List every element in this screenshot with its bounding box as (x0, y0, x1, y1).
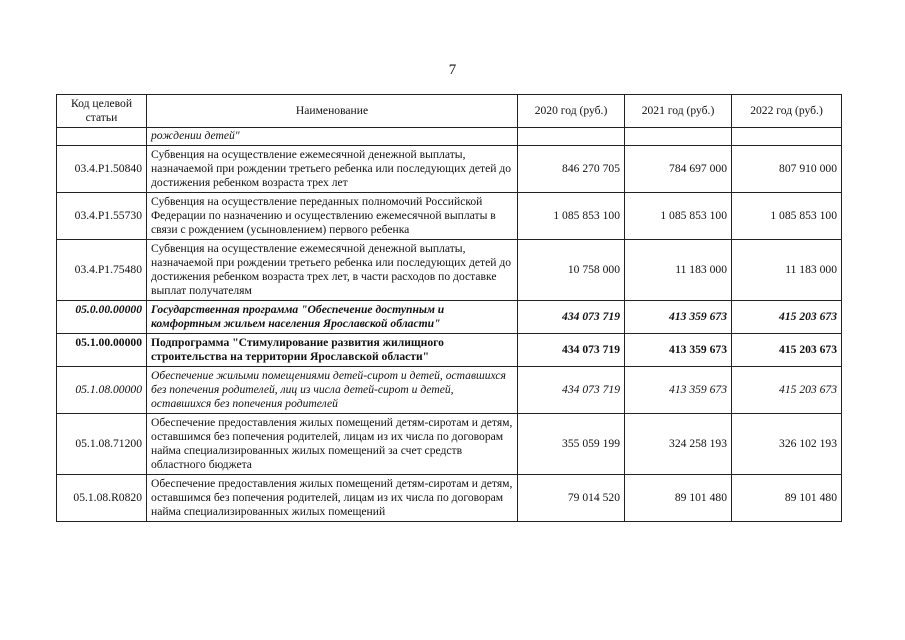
row-value-2020: 434 073 719 (518, 334, 625, 367)
table-row (57, 301, 842, 334)
table-row (57, 193, 842, 240)
row-code: 05.1.00.00000 (57, 334, 147, 367)
row-value-2021: 89 101 480 (625, 475, 732, 522)
row-name: Государственная программа "Обеспечение доступным и комфортным жильем населения Ярославской области" (147, 301, 518, 334)
table-row (57, 475, 842, 522)
row-value-2022: 1 085 853 100 (732, 193, 842, 240)
page-number: 7 (448, 62, 457, 78)
row-value-2021 (625, 128, 732, 146)
budget-table (56, 94, 842, 522)
row-value-2022: 807 910 000 (732, 146, 842, 193)
row-value-2022: 326 102 193 (732, 414, 842, 475)
table-row (57, 334, 842, 367)
header-2020: 2020 год (руб.) (518, 95, 625, 128)
table-row (57, 128, 842, 146)
row-value-2021: 413 359 673 (625, 367, 732, 414)
row-code: 03.4.P1.50840 (57, 146, 147, 193)
row-value-2022: 415 203 673 (732, 367, 842, 414)
row-code: 03.4.P1.55730 (57, 193, 147, 240)
header-code: Код целевой статьи (57, 95, 147, 128)
row-value-2020: 434 073 719 (518, 301, 625, 334)
row-name: Субвенция на осуществление переданных полномочий Российской Федерации по назначению и осуществлению ежемесячной выплаты в связи с рождением (усыновлением) первого ребенка (147, 193, 518, 240)
row-value-2020 (518, 128, 625, 146)
table-row (57, 414, 842, 475)
row-value-2022: 415 203 673 (732, 334, 842, 367)
row-value-2022 (732, 128, 842, 146)
row-value-2020: 846 270 705 (518, 146, 625, 193)
table-row (57, 240, 842, 301)
row-name: Обеспечение предоставления жилых помещений детям-сиротам и детям, оставшимся без попечения родителей, лицам из их числа по договорам найма специализированных жилых помещений за счет средств областного бюджета (147, 414, 518, 475)
row-value-2020: 79 014 520 (518, 475, 625, 522)
row-value-2020: 1 085 853 100 (518, 193, 625, 240)
header-2022: 2022 год (руб.) (732, 95, 842, 128)
header-name: Наименование (147, 95, 518, 128)
row-value-2021: 413 359 673 (625, 334, 732, 367)
row-code: 05.1.08.00000 (57, 367, 147, 414)
row-code (57, 128, 147, 146)
row-value-2021: 1 085 853 100 (625, 193, 732, 240)
row-code: 05.0.00.00000 (57, 301, 147, 334)
row-value-2022: 89 101 480 (732, 475, 842, 522)
row-code: 05.1.08.71200 (57, 414, 147, 475)
table-row (57, 146, 842, 193)
row-value-2021: 784 697 000 (625, 146, 732, 193)
row-name: Обеспечение жилыми помещениями детей-сирот и детей, оставшихся без попечения родителей, лиц из числа детей-сирот и детей, оставшихся без попечения родителей (147, 367, 518, 414)
row-value-2020: 355 059 199 (518, 414, 625, 475)
row-value-2021: 413 359 673 (625, 301, 732, 334)
row-name: Подпрограмма "Стимулирование развития жилищного строительства на территории Ярославской области" (147, 334, 518, 367)
row-value-2020: 10 758 000 (518, 240, 625, 301)
table-row (57, 367, 842, 414)
row-name: рождении детей" (147, 128, 518, 146)
row-code: 03.4.P1.75480 (57, 240, 147, 301)
row-code: 05.1.08.R0820 (57, 475, 147, 522)
row-value-2021: 11 183 000 (625, 240, 732, 301)
row-value-2020: 434 073 719 (518, 367, 625, 414)
header-2021: 2021 год (руб.) (625, 95, 732, 128)
table-header-row (57, 95, 842, 128)
row-value-2022: 11 183 000 (732, 240, 842, 301)
row-name: Субвенция на осуществление ежемесячной денежной выплаты, назначаемой при рождении третьего ребенка или последующих детей до достижения ребенком возраста трех лет, в части расходов по доставке выплат получателям (147, 240, 518, 301)
row-name: Обеспечение предоставления жилых помещений детям-сиротам и детям, оставшимся без попечения родителей, лицам из их числа по договорам найма специализированных жилых помещений (147, 475, 518, 522)
row-value-2021: 324 258 193 (625, 414, 732, 475)
row-value-2022: 415 203 673 (732, 301, 842, 334)
row-name: Субвенция на осуществление ежемесячной денежной выплаты, назначаемой при рождении третьего ребенка или последующих детей до достижения ребенком возраста трех лет (147, 146, 518, 193)
